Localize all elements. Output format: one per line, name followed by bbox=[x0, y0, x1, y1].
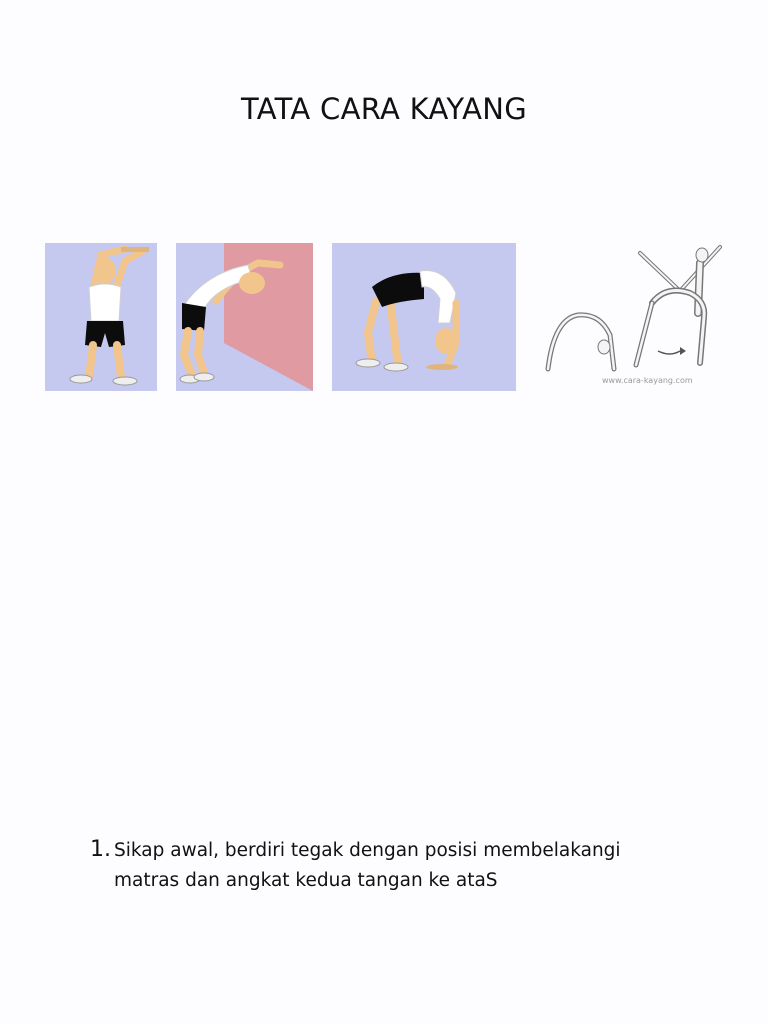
step-text-line1: Sikap awal, berdiri tegak dengan posisi membelakangi bbox=[114, 840, 621, 861]
illustration-bending-back bbox=[176, 243, 313, 391]
step-item bbox=[90, 836, 730, 896]
steps-list bbox=[90, 836, 730, 896]
illustration-bridge bbox=[332, 243, 516, 391]
step-number: 1. bbox=[90, 837, 111, 862]
watermark: www.cara-kayang.com bbox=[602, 376, 693, 385]
step-text-line2: matras dan angkat kedua tangan ke ataS bbox=[114, 870, 498, 891]
illustration-standing bbox=[45, 243, 157, 391]
illustration-sketch bbox=[540, 243, 740, 391]
page-title: TATA CARA KAYANG bbox=[240, 92, 528, 126]
